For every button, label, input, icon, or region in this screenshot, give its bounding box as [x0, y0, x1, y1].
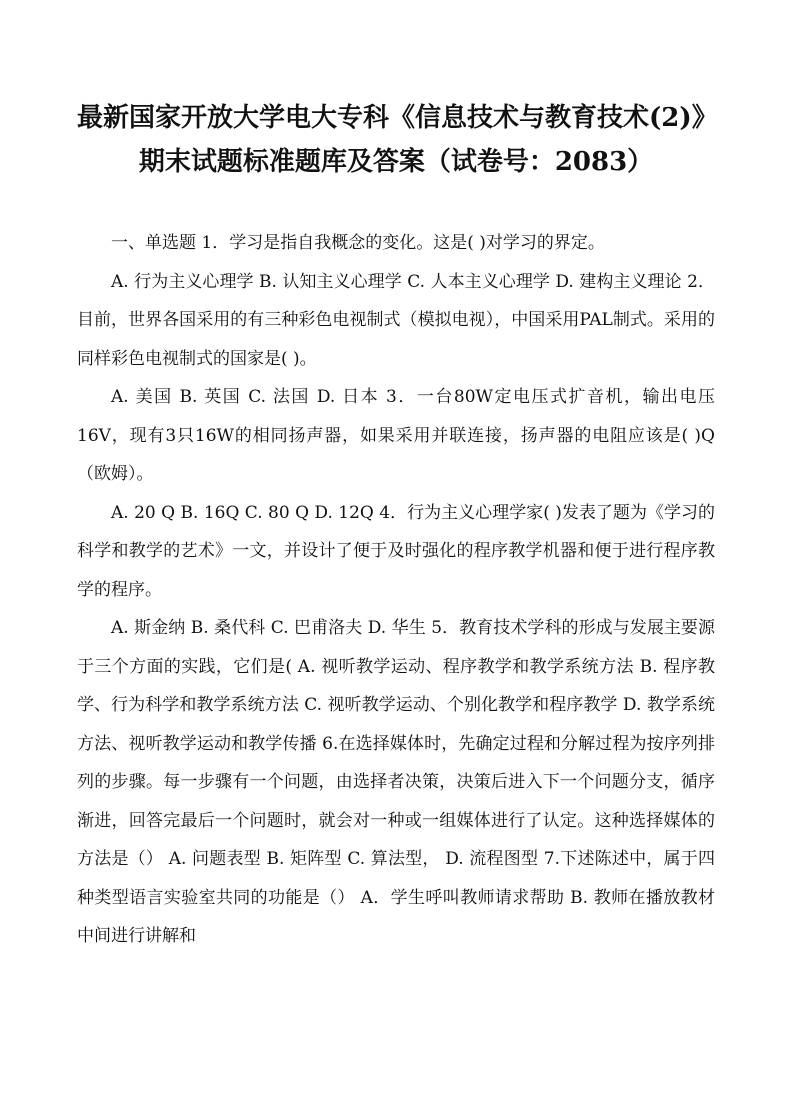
paragraph: A. 美国 B. 英国 C. 法国 D. 日本 3．一台80W定电压式扩音机，输出电压16V，现有3只16W的相同扬声器，如果采用并联连接，扬声器的电阻应该是( )Q（欧姆）。: [77, 387, 715, 484]
title-line-2: 期末试题标准题库及答案（试卷号：2083）: [138, 147, 654, 177]
paragraph: A. 行为主义心理学 B. 认知主义心理学 C. 人本主义心理学 D. 建构主义理论 2．目前，世界各国采用的有三种彩色电视制式（模拟电视），中国采用PAL制式。采用的同样彩色电视制式的国家是( )。: [77, 271, 715, 369]
paragraph: A. 20 Q B. 16Q C. 80 Q D. 12Q 4．行为主义心理学家( )发表了题为《学习的科学和教学的艺术》一文，并设计了便于及时强化的程序教学机器和便于进行程序教学的程序。: [77, 502, 715, 600]
title-line-1: 最新国家开放大学电大专科《信息技术与教育技术(2)》: [77, 103, 718, 133]
paragraph: 一、单选题 1．学习是指自我概念的变化。这是( )对学习的界定。: [111, 233, 605, 253]
paragraph: A. 斯金纳 B. 桑代科 C. 巴甫洛夫 D. 华生 5．教育技术学科的形成与发展主要源于三个方面的实践，它们是( A. 视听教学运动、程序教学和教学系统方法 B. 程序教学、行为科学和教学系统方法 C. 视听教学运动、个别化教学和程序教学 D. 教学系统方法、视听教学运动和教学传播 6.在选择媒体时，先确定过程和分解过程为按序列排列的步骤。每一步骤有一个问题，由选择者决策，决策后进入下一个问题分支，循序渐进，回答完最后一个问题时，就会对一种或一组媒体进行了认定。这种选择媒体的方法是（） A. 问题表型 B. 矩阵型 C. 算法型， D. 流程图型 7.下述陈述中，属于四种类型语言实验室共同的功能是（） A．学生呼叫教师请求帮助 B. 教师在播放教材中间进行讲解和: [77, 618, 715, 946]
document-body: [77, 224, 715, 956]
document-title: [77, 0, 718, 184]
